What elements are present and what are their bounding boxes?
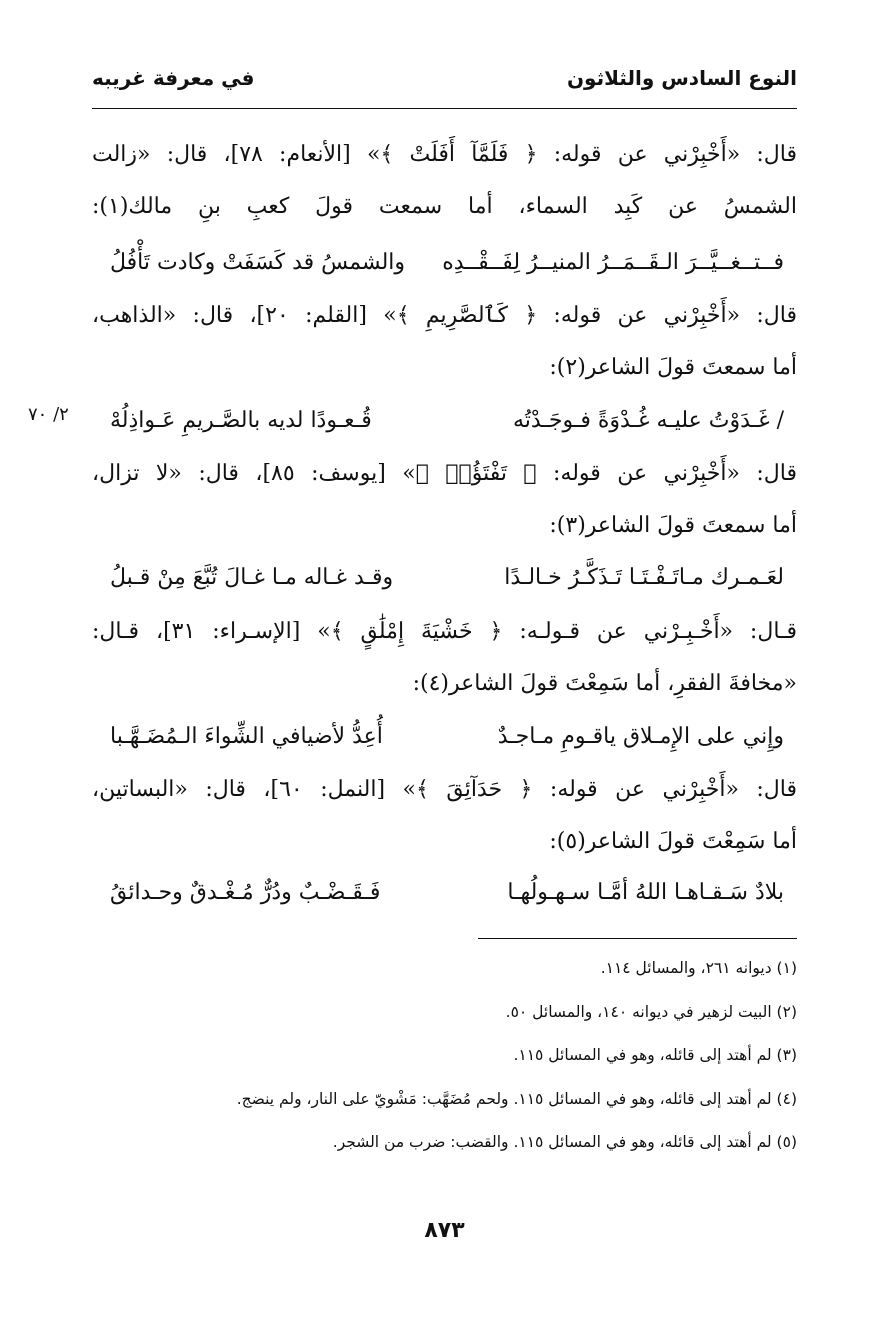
page-number: ٨٧٣ xyxy=(424,1218,465,1243)
verse-second-hemistich: أُعِدُّ لأضيافي الشِّواءَ الـمُضَـهَّـبا xyxy=(110,724,383,749)
verse-line xyxy=(110,722,784,752)
body-line: قـال: «أَخْـبِـرْني عن قـولـه: ﴿ خَشْيَةَ إِمْلَٰقٍ ﴾» [الإسـراء: ٣١]، قـال: xyxy=(92,619,797,644)
verse-first-hemistich: وإِني على الإِمـلاق ياقـومِ مـاجـدٌ xyxy=(497,724,784,749)
body-line: الشمسُ عن كَبِد السماء، أما سمعت قولَ كعبِ بنِ مالك(١): xyxy=(92,194,797,219)
header-rule xyxy=(92,108,797,109)
verse-line xyxy=(110,563,784,593)
body-line: قال: «أَخْبِرْني عن قوله: ﴿ حَدَآئِقَ ﴾» [النمل: ٦٠]، قال: «البساتين، xyxy=(92,777,798,802)
body-line: قال: «أَخْبِرْني عن قوله: ﴿ كَٱلصَّرِيمِ ﴾» [القلم: ٢٠]، قال: «الذاهب، xyxy=(92,303,797,328)
verse-first-hemistich: / غَـدَوْتُ عليـه غُـدْوَةً فـوجَـدْتُه xyxy=(513,408,784,433)
footnote: (٣) لم أهتد إلى قائله، وهو في المسائل ١١٥. xyxy=(513,1046,797,1064)
margin-page-reference: ٢/ ٧٠ xyxy=(28,404,69,425)
verse-line xyxy=(110,248,784,278)
footnote: (١) ديوانه ٢٦١، والمسائل ١١٤. xyxy=(600,959,797,977)
verse-second-hemistich: قُـعـودًا لديه بالصَّـريمِ عَـواذِلُهْ xyxy=(110,408,372,433)
verse-second-hemistich: وقـد غـاله مـا غـالَ تُبَّعَ مِنْ قـبلُ xyxy=(110,565,394,590)
running-header xyxy=(92,58,797,98)
body-line: أما سمعتَ قولَ الشاعر(٢): xyxy=(549,355,797,380)
verse-second-hemistich: والشمسُ قد كَسَفَتْ وكادت تَأْفُلُ xyxy=(110,250,406,275)
body-line: قال: «أَخْبِرْني عن قوله: ﴿ تَفْتَؤُا۟ ﴾» [يوسف: ٨٥]، قال: «لا تزال، xyxy=(92,461,797,486)
chapter-title: النوع السادس والثلاثون xyxy=(566,66,797,90)
footnote: (٤) لم أهتد إلى قائله، وهو في المسائل ١١٥. ولحم مُضَهَّب: مَشْويّ على النار، ولم ينضج. xyxy=(236,1090,797,1108)
verse-first-hemistich: فــتــغــيَّــرَ الـقَــمَــرُ المنيــرُ لِفَــقْــدِه xyxy=(442,250,784,275)
verse-first-hemistich: بلادٌ سَـقـاهـا اللهُ أمَّـا سـهـولُهـا xyxy=(507,880,784,905)
footnote: (٥) لم أهتد إلى قائله، وهو في المسائل ١١٥. والقضب: ضرب من الشجر. xyxy=(332,1133,797,1151)
verse-line xyxy=(110,406,784,436)
verse-line xyxy=(110,878,784,908)
footnote-rule xyxy=(478,938,797,939)
verse-first-hemistich: لعَـمـرك مـاتَـفْـتَـا تَـذَكَّـرُ خـالـدًا xyxy=(504,565,784,590)
section-title: في معرفة غريبه xyxy=(92,66,255,90)
body-line: أما سمعتَ قولَ الشاعر(٣): xyxy=(549,513,797,538)
footnote: (٢) البيت لزهير في ديوانه ١٤٠، والمسائل ٥٠. xyxy=(505,1003,797,1021)
body-line: أما سَمِعْتَ قولَ الشاعر(٥): xyxy=(549,829,797,854)
body-line: «مخافةَ الفقرِ، أما سَمِعْتَ قولَ الشاعر(٤): xyxy=(412,671,797,696)
body-line: قال: «أَخْبِرْني عن قوله: ﴿ فَلَمَّآ أَفَلَتْ ﴾» [الأنعام: ٧٨]، قال: «زالت xyxy=(92,142,797,167)
verse-second-hemistich: فَـقَـضْـبٌ ودُرٌّ مُـغْـدقٌ وحـدائقُ xyxy=(110,880,381,905)
